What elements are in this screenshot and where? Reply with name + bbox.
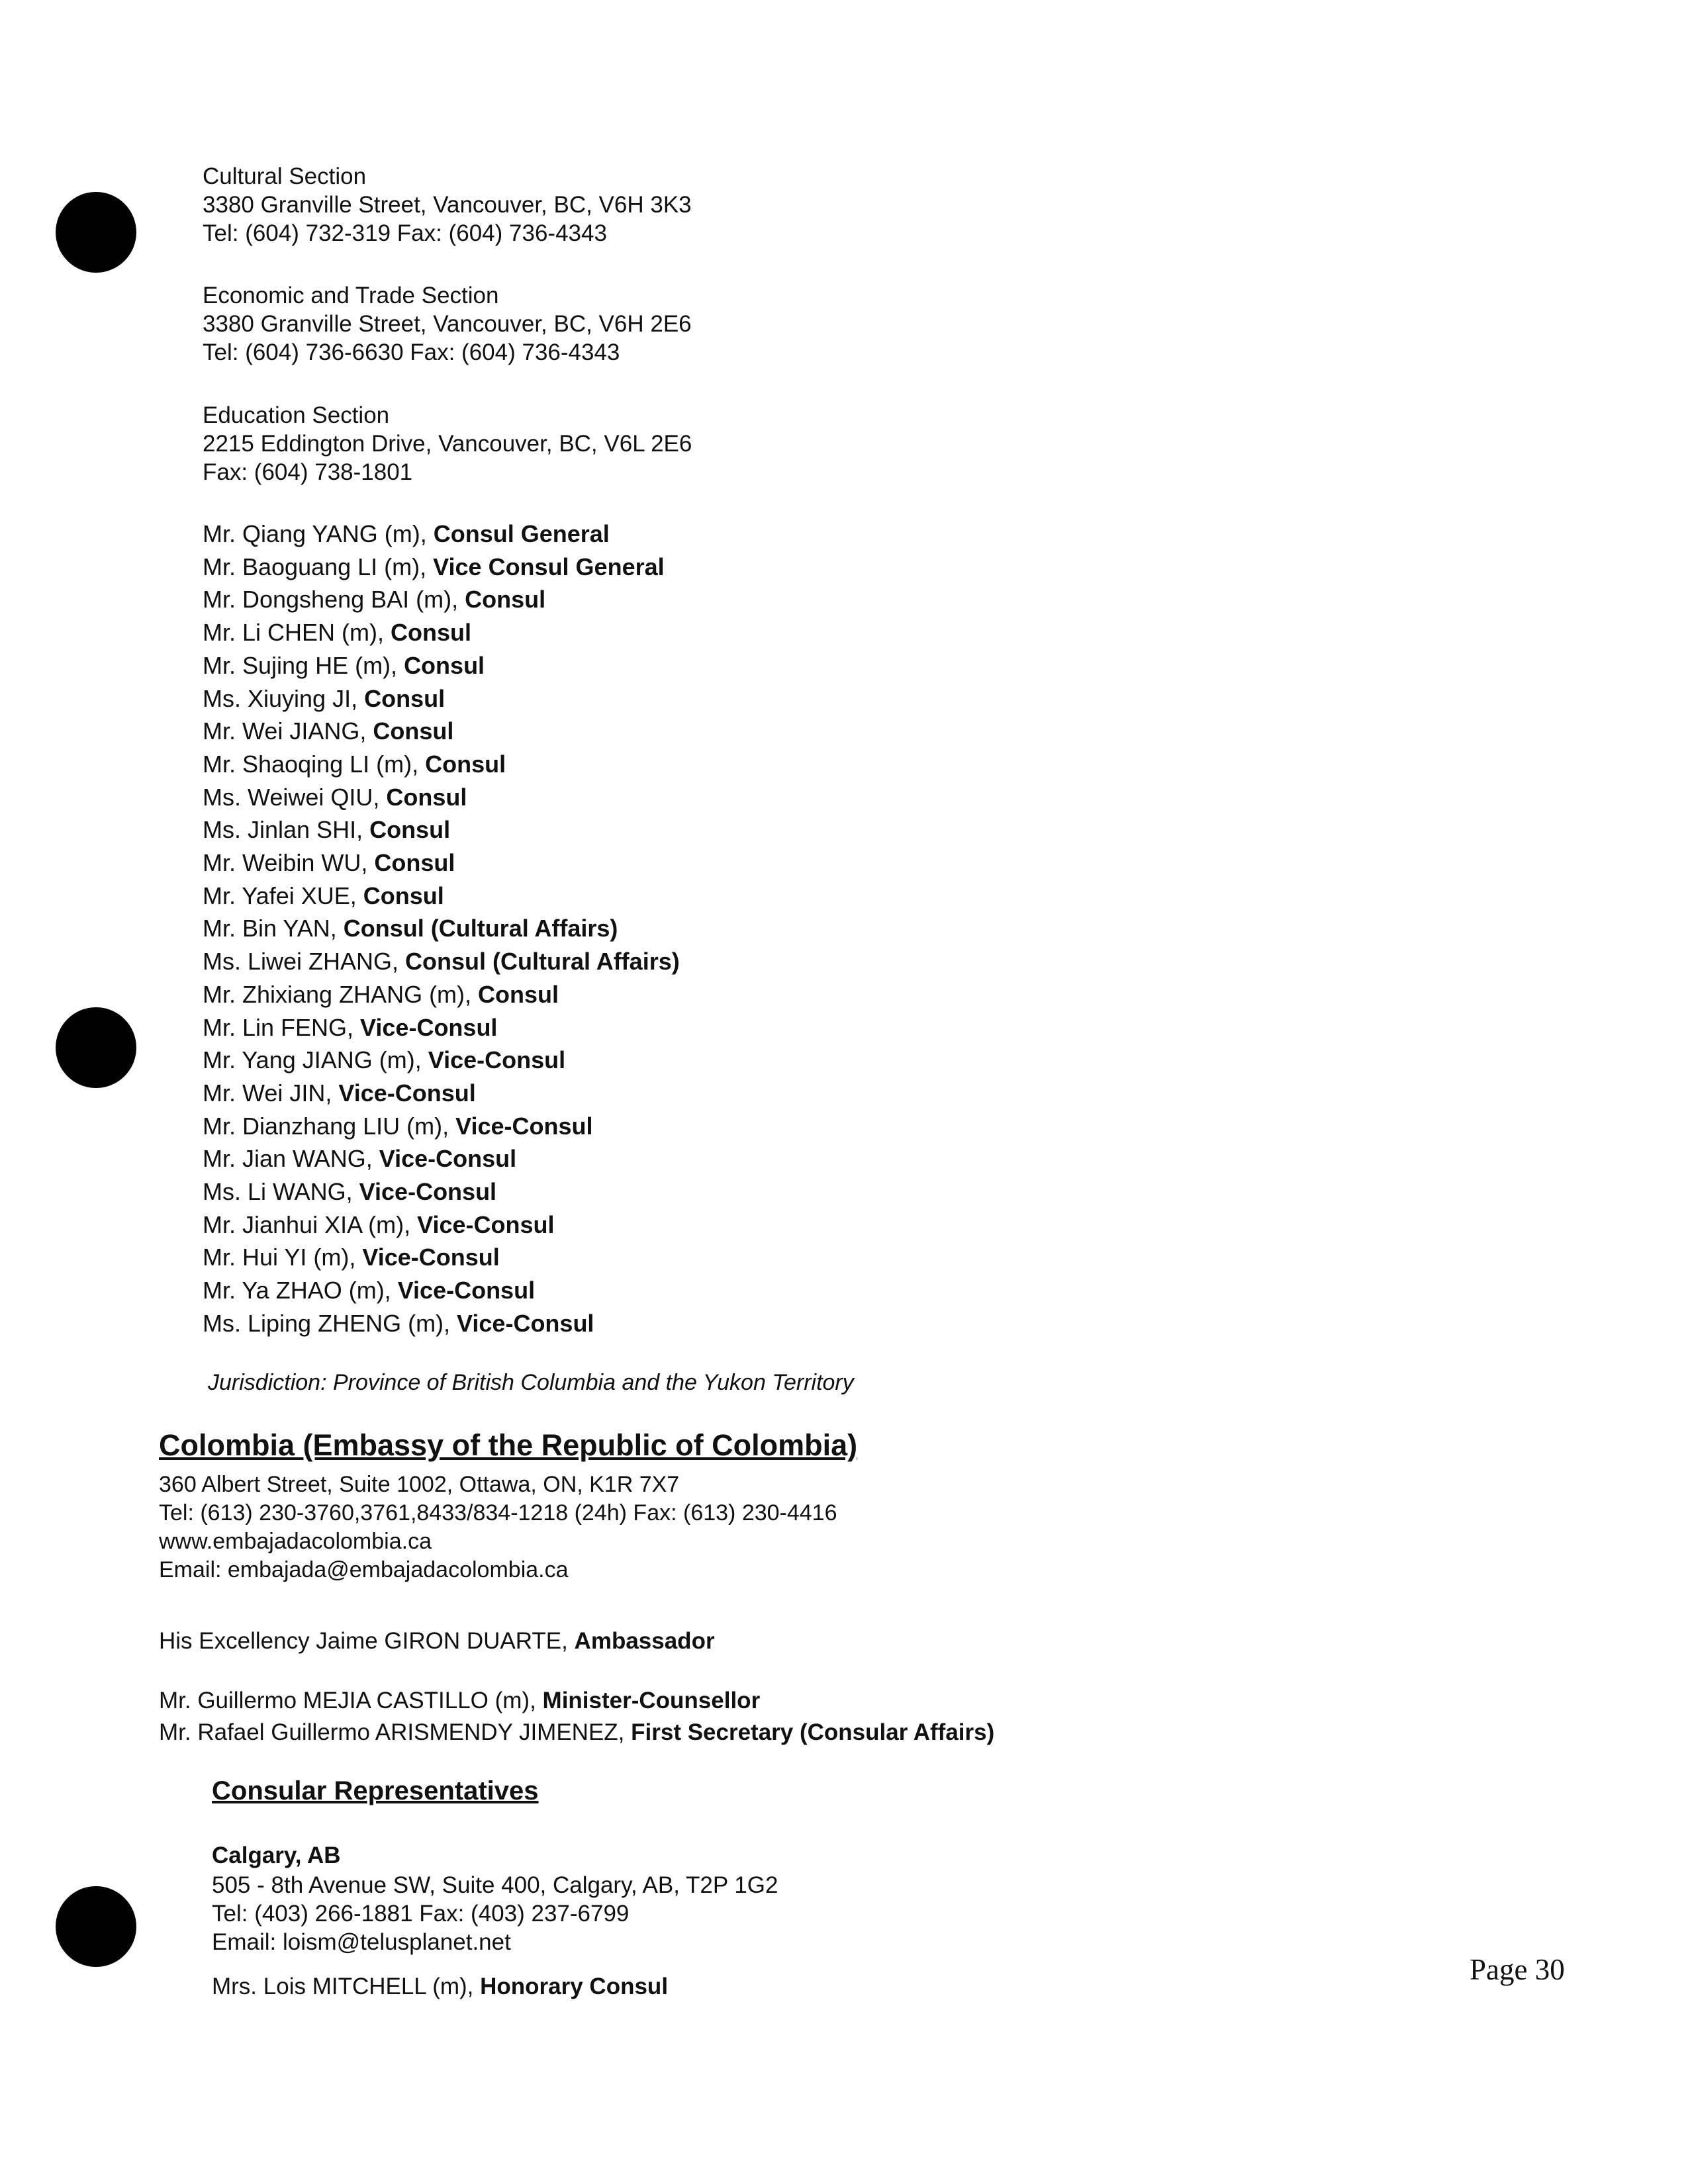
staff-title: Consul <box>374 849 455 877</box>
staff-name: Ms. Liwei ZHANG, <box>203 948 406 976</box>
calgary-consulate <box>212 1841 778 1956</box>
rep-title: Honorary Consul <box>480 1974 669 1999</box>
staff-name: Ms. Weiwei QIU, <box>203 783 387 811</box>
staff-entry <box>203 1142 680 1175</box>
staff-title: Consul <box>478 980 559 1008</box>
cultural-section <box>203 162 692 248</box>
staff-name: Mr. Yafei XUE, <box>203 882 363 909</box>
staff-entry <box>203 880 680 913</box>
education-section <box>203 401 692 486</box>
section-contact: Fax: (604) 738-1801 <box>203 459 413 485</box>
staff-title: Vice-Consul <box>359 1178 497 1206</box>
staff-name: Mr. Dianzhang LIU (m), <box>203 1112 456 1140</box>
staff-title: Vice-Consul <box>417 1210 555 1238</box>
staff-title: Consul <box>364 684 445 712</box>
staff-entry <box>203 1044 680 1077</box>
staff-name: Mr. Li CHEN (m), <box>203 619 391 647</box>
staff-entry <box>203 616 680 649</box>
embassy-staff-entry <box>159 1719 994 1746</box>
honorary-consul-entry <box>212 1974 668 2000</box>
embassy-phone: Tel: (613) 230-3760,3761,8433/834-1218 (24h) Fax: (613) 230-4416 <box>159 1500 837 1525</box>
staff-name: Mr. Shaoqing LI (m), <box>203 750 426 778</box>
staff-title: Vice-Consul <box>362 1244 500 1271</box>
staff-entry <box>203 715 680 748</box>
staff-name: Mr. Dongsheng BAI (m), <box>203 586 465 614</box>
staff-name: Mr. Wei JIANG, <box>203 717 373 745</box>
staff-entry <box>203 978 680 1011</box>
binder-hole-middle <box>56 1007 136 1088</box>
staff-title: Consul <box>363 882 444 909</box>
ambassador-name: His Excellency Jaime GIRON DUARTE, <box>159 1628 575 1654</box>
staff-name: Mr. Guillermo MEJIA CASTILLO (m), <box>159 1688 543 1713</box>
staff-entry <box>203 945 680 978</box>
staff-title: First Secretary (Consular Affairs) <box>631 1719 995 1745</box>
staff-title: Vice-Consul <box>397 1277 536 1304</box>
staff-name: Mr. Lin FENG, <box>203 1013 361 1041</box>
consulate-phone: Tel: (403) 266-1881 Fax: (403) 237-6799 <box>212 1901 630 1927</box>
section-address: 3380 Granville Street, Vancouver, BC, V6H 3K3 <box>203 192 692 218</box>
staff-title: Minister-Counsellor <box>542 1688 761 1713</box>
staff-title: Consul <box>369 816 451 844</box>
rep-name: Mrs. Lois MITCHELL (m), <box>212 1974 481 1999</box>
staff-name: Mr. Jian WANG, <box>203 1145 379 1173</box>
staff-entry <box>203 682 680 715</box>
section-contact: Tel: (604) 732-319 Fax: (604) 736-4343 <box>203 220 607 246</box>
economic-trade-section <box>203 281 692 367</box>
staff-entry <box>203 518 680 551</box>
consular-representatives-heading: Consular Representatives <box>212 1776 539 1805</box>
staff-title: Consul <box>425 750 506 778</box>
staff-title: Vice-Consul <box>457 1309 594 1337</box>
staff-name: Mr. Qiang YANG (m), <box>203 520 434 547</box>
staff-name: Mr. Ya ZHAO (m), <box>203 1277 398 1304</box>
embassy-website-link[interactable]: www.embajadacolombia.ca <box>159 1529 432 1554</box>
staff-name: Ms. Xiuying JI, <box>203 684 365 712</box>
section-name: Education Section <box>203 402 390 428</box>
staff-name: Ms. Liping ZHENG (m), <box>203 1309 457 1337</box>
consulate-city: Calgary, AB <box>212 1843 341 1868</box>
staff-entry <box>203 912 680 945</box>
staff-entry <box>203 1241 680 1274</box>
staff-entry <box>203 1307 680 1340</box>
staff-name: Mr. Weibin WU, <box>203 849 375 877</box>
staff-title: Vice-Consul <box>360 1013 498 1041</box>
embassy-address: 360 Albert Street, Suite 1002, Ottawa, ON, K1R 7X7 <box>159 1472 680 1497</box>
staff-title: Consul <box>465 586 546 614</box>
staff-title: Consul <box>373 717 454 745</box>
staff-title: Consul <box>386 783 467 811</box>
colombia-embassy-heading: Colombia (Embassy of the Republic of Colombia) <box>159 1428 858 1462</box>
staff-entry <box>203 649 680 682</box>
section-address: 3380 Granville Street, Vancouver, BC, V6H 2E6 <box>203 311 692 337</box>
section-contact: Tel: (604) 736-6630 Fax: (604) 736-4343 <box>203 340 620 365</box>
staff-name: Ms. Li WANG, <box>203 1178 359 1206</box>
staff-entry <box>203 1077 680 1110</box>
staff-title: Consul General <box>433 520 610 547</box>
staff-title: Vice-Consul <box>428 1046 566 1074</box>
staff-name: Mr. Bin YAN, <box>203 915 344 942</box>
staff-name: Mr. Zhixiang ZHANG (m), <box>203 980 479 1008</box>
colombia-embassy-contact <box>159 1471 837 1584</box>
embassy-staff-entry <box>159 1688 760 1714</box>
staff-entry <box>203 748 680 781</box>
staff-title: Vice-Consul <box>379 1145 517 1173</box>
staff-title: Consul <box>391 619 471 647</box>
staff-entry <box>203 551 680 584</box>
staff-entry <box>203 583 680 616</box>
staff-entry <box>203 1274 680 1307</box>
staff-entry <box>203 813 680 846</box>
page-number: Page 30 <box>1470 1953 1565 1986</box>
staff-name: Mr. Jianhui XIA (m), <box>203 1210 418 1238</box>
staff-name: Mr. Yang JIANG (m), <box>203 1046 428 1074</box>
section-name: Cultural Section <box>203 163 367 189</box>
ambassador-title: Ambassador <box>574 1628 715 1654</box>
consulate-staff-list <box>203 518 680 1340</box>
staff-name: Ms. Jinlan SHI, <box>203 816 370 844</box>
jurisdiction-note: Jurisdiction: Province of British Columbia and the Yukon Territory <box>208 1370 854 1395</box>
staff-name: Mr. Baoguang LI (m), <box>203 553 434 580</box>
consulate-address: 505 - 8th Avenue SW, Suite 400, Calgary, AB, T2P 1G2 <box>212 1872 778 1898</box>
staff-title: Vice-Consul <box>455 1112 593 1140</box>
binder-hole-bottom <box>56 1886 136 1967</box>
staff-title: Vice Consul General <box>433 553 665 580</box>
section-name: Economic and Trade Section <box>203 283 499 308</box>
staff-title: Consul <box>404 651 485 679</box>
ambassador-entry <box>159 1628 715 1655</box>
section-address: 2215 Eddington Drive, Vancouver, BC, V6L 2E6 <box>203 431 692 457</box>
embassy-email-link[interactable]: Email: embajada@embajadacolombia.ca <box>159 1557 569 1582</box>
staff-name: Mr. Hui YI (m), <box>203 1244 363 1271</box>
consulate-email-link[interactable]: Email: loism@telusplanet.net <box>212 1929 511 1955</box>
staff-title: Vice-Consul <box>338 1079 476 1107</box>
staff-name: Mr. Wei JIN, <box>203 1079 339 1107</box>
staff-title: Consul (Cultural Affairs) <box>343 915 618 942</box>
staff-entry <box>203 1011 680 1044</box>
staff-entry <box>203 781 680 814</box>
staff-title: Consul (Cultural Affairs) <box>405 948 680 976</box>
staff-entry <box>203 1175 680 1208</box>
staff-name: Mr. Sujing HE (m), <box>203 651 404 679</box>
staff-entry <box>203 1208 680 1242</box>
staff-entry <box>203 846 680 880</box>
staff-name: Mr. Rafael Guillermo ARISMENDY JIMENEZ, <box>159 1719 632 1745</box>
staff-entry <box>203 1110 680 1143</box>
binder-hole-top <box>56 192 136 273</box>
